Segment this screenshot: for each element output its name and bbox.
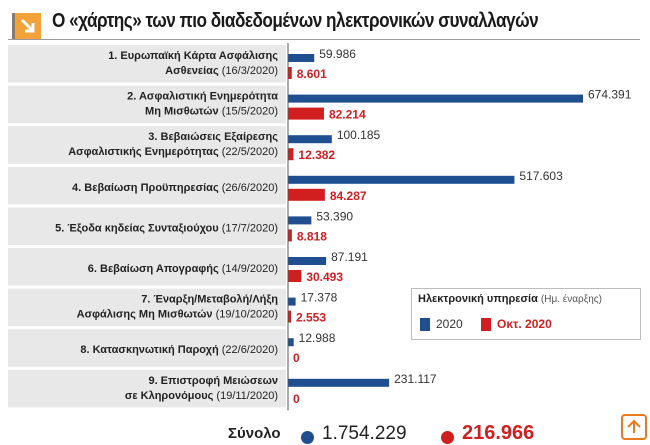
bar-2020 [288, 135, 332, 143]
data-label-oct-2020: 82.214 [328, 107, 366, 122]
bar-oct-2020 [288, 189, 325, 201]
bar-oct-2020 [288, 108, 324, 120]
bar-2020 [288, 338, 294, 346]
bar-oct-2020 [288, 270, 301, 282]
data-label-oct-2020: 84.287 [329, 188, 367, 203]
legend-title: Ηλεκτρονική υπηρεσία (Ημ. έναρξης) [418, 293, 602, 305]
category-date: (22/5/2020) [221, 146, 278, 159]
category-label-line1: 7. Έναρξη/Μεταβολή/Λήξη [141, 293, 278, 306]
bar-2020 [288, 257, 326, 265]
bar-2020 [288, 176, 514, 184]
category-date: (17/7/2020) [221, 222, 278, 235]
bar-2020 [288, 379, 389, 387]
category-label-line2 [165, 65, 278, 77]
data-label-oct-2020: 30.493 [306, 270, 344, 284]
category-label-line1: 1. Ευρωπαϊκή Κάρτα Ασφάλισης [108, 50, 278, 62]
bar-2020 [288, 95, 583, 103]
category-date: (15/5/2020) [221, 105, 278, 118]
legend [411, 288, 641, 340]
category-label-line1: 2. Ασφαλιστική Ενημερότητα [127, 90, 278, 103]
data-label-2020: 12.988 [298, 331, 336, 346]
legend-label-2020: 2020 [436, 317, 463, 331]
category-label-main: 4. Βεβαίωση Προϋπηρεσίας [72, 181, 222, 194]
bar-2020 [288, 298, 296, 306]
category-label-line1 [80, 344, 278, 356]
corner-badge-icon [621, 414, 647, 440]
data-label-2020: 674.391 [588, 87, 632, 102]
category-label-line1 [72, 182, 278, 194]
data-label-2020: 231.117 [394, 371, 437, 386]
data-label-2020: 87.191 [331, 250, 368, 264]
data-label-oct-2020: 12.382 [298, 148, 336, 163]
data-label-2020: 100.185 [336, 128, 381, 143]
bar-oct-2020 [288, 229, 292, 241]
category-label-line2 [145, 106, 278, 118]
data-label-2020: 59.986 [319, 47, 356, 61]
data-label-oct-2020: 8.601 [296, 67, 327, 81]
category-date: (19/11/2020) [216, 389, 278, 402]
category-label-main: 6. Βεβαίωση Απογραφής [87, 263, 222, 275]
legend-swatch-oct-2020 [481, 318, 491, 331]
category-label-main: Ασθενείας [165, 65, 222, 77]
category-label-main: Ασφάλισης Μη Μισθωτών [76, 308, 216, 321]
totals-blue-dot [301, 431, 314, 444]
category-label-main: 8. Κατασκηνωτική Παροχή [80, 344, 222, 357]
bar-oct-2020 [288, 67, 292, 79]
totals-blue-value: 1.754.229 [322, 423, 407, 444]
legend-label-oct-2020: Οκτ. 2020 [497, 317, 552, 331]
category-label-line2 [125, 390, 278, 402]
category-label-main: 5. Έξοδα κηδείας Συνταξιούχου [55, 222, 222, 235]
category-label-line1: 9. Επιστροφή Μειώσεων [148, 374, 278, 387]
bar-2020 [288, 54, 314, 62]
category-label [80, 344, 278, 356]
category-label-main: σε Κληρονόμους [124, 389, 217, 402]
category-date: (19/10/2020) [215, 308, 278, 321]
page-title: Ο «χάρτης» των πιο διαδεδομένων ηλεκτρονικών συναλλαγών [52, 10, 539, 32]
data-label-2020: 17.378 [300, 290, 338, 305]
legend-swatch-2020 [420, 318, 430, 331]
category-label [88, 263, 278, 275]
category-date: (16/3/2020) [221, 65, 278, 77]
data-label-2020: 517.603 [519, 168, 563, 183]
data-label-2020: 53.390 [316, 209, 354, 224]
category-label-line2 [77, 309, 278, 321]
data-label-oct-2020: 0 [293, 391, 300, 406]
totals-red-value: 216.966 [462, 422, 535, 444]
category-label-line1 [88, 263, 278, 275]
data-label-oct-2020: 2.553 [296, 310, 327, 325]
category-label-line1: 3. Βεβαιώσεις Εξαίρεσης [148, 131, 278, 144]
totals-label: Σύνολο [228, 425, 281, 442]
bar-2020 [288, 216, 311, 224]
category-label-main: Μη Μισθωτών [145, 105, 222, 118]
data-label-oct-2020: 8.818 [296, 229, 327, 244]
category-date: (26/6/2020) [221, 181, 278, 194]
category-label-line1 [55, 222, 278, 234]
category-label [55, 222, 278, 234]
category-date: (14/9/2020) [221, 263, 278, 275]
category-label-main: Ασφαλιστικής Ενημερότητας [68, 146, 222, 159]
category-date: (22/6/2020) [221, 344, 278, 357]
category-label [72, 182, 278, 194]
totals-red-dot [441, 431, 454, 444]
bar-oct-2020 [288, 148, 293, 160]
category-label-line2 [68, 146, 278, 158]
data-label-oct-2020: 0 [293, 351, 300, 366]
